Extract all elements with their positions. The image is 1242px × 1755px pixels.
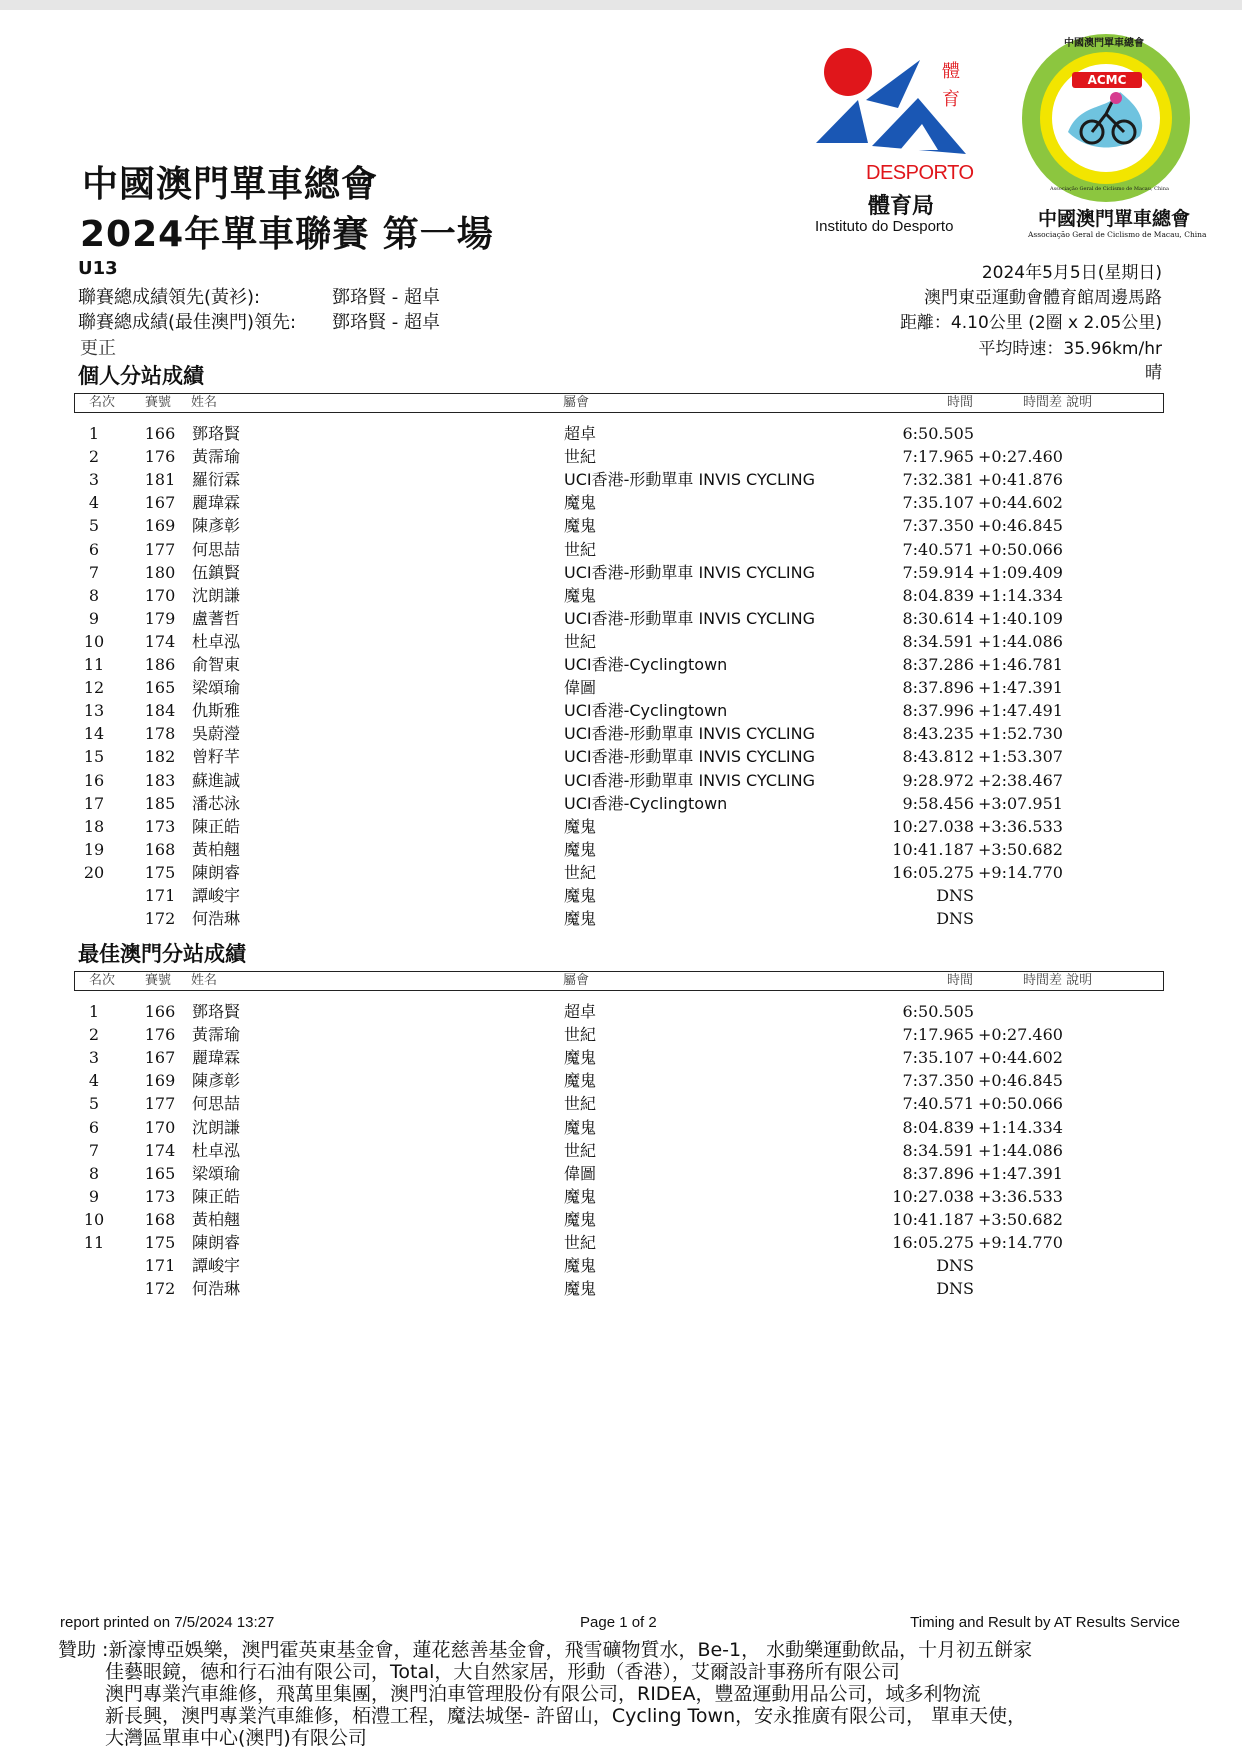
sponsor-line: 澳門專業汽車維修，飛萬里集團，澳門泊車管理股份有限公司，RIDEA，豐盈運動用品公司，域多利物流 xyxy=(105,1683,981,1705)
table-row xyxy=(74,1185,1164,1208)
col-name: 姓名 xyxy=(191,973,218,988)
gap-cell: +3:50.682 xyxy=(978,1209,1063,1229)
bib-cell: 168 xyxy=(144,1209,176,1229)
time-cell: 7:35.107 xyxy=(902,493,974,513)
gap-cell: +1:14.334 xyxy=(978,585,1063,605)
name-cell: 伍鎮賢 xyxy=(192,562,241,582)
table-row xyxy=(74,745,1164,768)
club-cell: 世紀 xyxy=(564,539,597,559)
time-cell: 7:35.107 xyxy=(902,1048,974,1068)
col-bib: 賽號 xyxy=(145,973,172,988)
table-row xyxy=(74,699,1164,722)
rank-cell: 10 xyxy=(83,631,105,651)
name-cell: 鄧珞賢 xyxy=(192,1002,241,1021)
time-cell: 6:50.505 xyxy=(902,424,974,443)
time-cell: 6:50.505 xyxy=(902,1002,974,1021)
name-cell: 陳彥彰 xyxy=(192,1071,241,1091)
time-cell: 8:04.839 xyxy=(902,1117,974,1137)
rank-cell: 7 xyxy=(88,562,100,582)
desporto-brand: DESPORTO xyxy=(866,162,974,184)
club-cell: UCI香港-形動單車 INVIS CYCLING xyxy=(564,724,816,744)
club-cell: 世紀 xyxy=(564,862,597,882)
bib-cell: 177 xyxy=(144,1094,176,1114)
sponsor-line: 贊助 :新濠博亞娛樂，澳門霍英東基金會，蓮花慈善基金會，飛雪礦物質水，Be-1， 水動樂運動飲品，十月初五餅家 xyxy=(58,1639,1033,1661)
name-cell: 梁頌瑜 xyxy=(192,678,241,698)
name-cell: 杜卓泓 xyxy=(192,1140,241,1160)
bib-cell: 172 xyxy=(144,909,176,929)
rank-cell: 8 xyxy=(88,585,100,605)
name-cell: 潘芯泳 xyxy=(192,793,241,813)
time-cell: 10:27.038 xyxy=(892,816,974,836)
table-row xyxy=(74,584,1164,607)
club-cell: 魔鬼 xyxy=(564,516,597,536)
acmc-ring-sub: Associação Geral de Ciclismo de Macau, China xyxy=(1050,186,1169,192)
club-cell: 魔鬼 xyxy=(564,816,597,836)
name-cell: 陳朗睿 xyxy=(192,862,241,882)
table-row xyxy=(74,1139,1164,1162)
gap-cell: +0:46.845 xyxy=(978,516,1063,536)
club-cell: 魔鬼 xyxy=(564,1186,597,1206)
table-row xyxy=(74,676,1164,699)
rank-cell: 11 xyxy=(83,1233,105,1252)
rank-cell: 4 xyxy=(88,493,100,513)
time-cell: 7:17.965 xyxy=(902,1025,974,1045)
rank-cell: 15 xyxy=(83,747,105,767)
table-row xyxy=(74,1277,1164,1300)
rank-cell: 19 xyxy=(83,839,105,859)
club-cell: UCI香港-形動單車 INVIS CYCLING xyxy=(564,608,816,628)
correction-note: 更正 xyxy=(80,338,116,359)
rank-cell: 2 xyxy=(88,447,100,467)
table-row xyxy=(74,1023,1164,1046)
table-row xyxy=(74,514,1164,537)
gap-cell: +1:47.391 xyxy=(978,1163,1063,1183)
club-cell: 魔鬼 xyxy=(564,1279,597,1299)
gap-cell: +9:14.770 xyxy=(978,862,1063,882)
col-name: 姓名 xyxy=(191,395,218,410)
club-cell: 魔鬼 xyxy=(564,1256,597,1276)
club-cell: UCI香港-Cyclingtown xyxy=(564,701,728,721)
gap-cell: +3:50.682 xyxy=(978,839,1063,859)
bib-cell: 174 xyxy=(144,631,176,651)
table-row xyxy=(74,861,1164,884)
name-cell: 何思喆 xyxy=(192,1094,241,1114)
col-rank: 名次 xyxy=(89,973,116,988)
bib-cell: 172 xyxy=(144,1279,176,1299)
time-cell: 8:04.839 xyxy=(902,585,974,605)
rank-cell: 8 xyxy=(88,1163,100,1183)
bib-cell: 175 xyxy=(144,1233,176,1252)
name-cell: 鄧珞賢 xyxy=(192,424,241,443)
leader-macau-value: 鄧珞賢 - 超卓 xyxy=(332,312,440,333)
bib-cell: 169 xyxy=(144,1071,176,1091)
club-cell: 超卓 xyxy=(564,424,597,443)
time-cell: 8:34.591 xyxy=(902,631,974,651)
table-header-macau xyxy=(74,971,1164,991)
col-gap: 時間差 說明 xyxy=(1023,973,1093,988)
table-row xyxy=(74,1069,1164,1092)
race-distance: 距離：4.10公里 (2圈 x 2.05公里) xyxy=(899,313,1162,333)
name-cell: 沈朗謙 xyxy=(192,585,241,605)
club-cell: UCI香港-Cyclingtown xyxy=(564,655,728,674)
acmc-caption-cn: 中國澳門單車總會 xyxy=(1037,208,1190,230)
table-row xyxy=(74,1092,1164,1115)
desporto-cn-name: 體育局 xyxy=(867,194,934,219)
acmc-emblem-icon xyxy=(1020,32,1192,204)
club-cell: 偉圖 xyxy=(564,1163,597,1183)
gap-cell: +1:40.109 xyxy=(978,608,1063,628)
rank-cell: 20 xyxy=(83,862,105,882)
rank-cell: 14 xyxy=(83,724,105,744)
name-cell: 羅衍霖 xyxy=(192,470,241,490)
bib-cell: 179 xyxy=(144,608,176,628)
table-row xyxy=(74,445,1164,468)
name-cell: 黃霈瑜 xyxy=(192,447,241,467)
bib-cell: 182 xyxy=(144,747,176,767)
rank-cell: 6 xyxy=(88,1117,100,1137)
gap-cell: +0:44.602 xyxy=(978,1048,1063,1068)
section-macau-title: 最佳澳門分站成績 xyxy=(78,942,246,966)
category-label: U13 xyxy=(78,258,118,279)
club-cell: 魔鬼 xyxy=(564,585,597,605)
gap-cell: +1:44.086 xyxy=(978,1140,1063,1160)
rank-cell: 5 xyxy=(88,1094,100,1114)
club-cell: 世紀 xyxy=(564,1094,597,1114)
club-cell: 魔鬼 xyxy=(564,1117,597,1137)
time-cell: 8:43.812 xyxy=(902,747,974,767)
name-cell: 黃柏翹 xyxy=(192,1209,241,1229)
name-cell: 陳正皓 xyxy=(192,816,241,836)
time-cell: 10:41.187 xyxy=(892,839,974,859)
gap-cell: +0:41.876 xyxy=(978,470,1063,490)
bib-cell: 177 xyxy=(144,539,176,559)
timing-credit: Timing and Result by AT Results Service xyxy=(910,1614,1180,1631)
club-cell: 超卓 xyxy=(564,1002,597,1021)
name-cell: 吳蔚瀅 xyxy=(192,724,241,744)
gap-cell: +0:27.460 xyxy=(978,447,1063,467)
time-cell: 9:58.456 xyxy=(902,793,974,813)
rank-cell: 7 xyxy=(88,1140,100,1160)
sponsor-line: 新長興，澳門專業汽車維修，栢澧工程，魔法城堡- 許留山，Cycling Town，安永推廣有限公司， 單車天使， xyxy=(105,1705,1027,1727)
bib-cell: 180 xyxy=(144,562,176,582)
bib-cell: 174 xyxy=(144,1140,176,1160)
rank-cell: 13 xyxy=(83,701,105,721)
time-cell: 8:37.896 xyxy=(902,678,974,698)
name-cell: 黃霈瑜 xyxy=(192,1025,241,1045)
table-row xyxy=(74,815,1164,838)
club-cell: 魔鬼 xyxy=(564,886,597,905)
club-cell: UCI香港-形動單車 INVIS CYCLING xyxy=(564,747,816,767)
bib-cell: 173 xyxy=(144,816,176,836)
table-row xyxy=(74,838,1164,861)
table-row xyxy=(74,491,1164,514)
top-shade xyxy=(0,0,1242,10)
time-cell: 10:41.187 xyxy=(892,1209,974,1229)
table-row xyxy=(74,422,1164,445)
rank-cell: 9 xyxy=(88,608,100,628)
bib-cell: 183 xyxy=(144,770,176,790)
club-cell: 世紀 xyxy=(564,1140,597,1160)
table-row xyxy=(74,1162,1164,1185)
club-cell: UCI香港-形動單車 INVIS CYCLING xyxy=(564,562,816,582)
bib-cell: 167 xyxy=(144,493,176,513)
time-cell: 16:05.275 xyxy=(892,1233,974,1252)
gap-cell: +1:46.781 xyxy=(978,655,1063,674)
time-cell: 10:27.038 xyxy=(892,1186,974,1206)
bib-cell: 178 xyxy=(144,724,176,744)
gap-cell: +0:50.066 xyxy=(978,539,1063,559)
bib-cell: 170 xyxy=(144,585,176,605)
name-cell: 何浩琳 xyxy=(192,909,241,929)
club-cell: 世紀 xyxy=(564,447,597,467)
section-individual-title: 個人分站成績 xyxy=(78,364,204,388)
club-cell: 偉圖 xyxy=(564,678,597,698)
acmc-caption-pt: Associação Geral de Ciclismo de Macau, China xyxy=(1028,230,1207,239)
table-row xyxy=(74,1208,1164,1231)
acmc-ring-text: 中國澳門單車總會 xyxy=(1064,38,1144,49)
desporto-pt-name: Instituto do Desporto xyxy=(815,218,954,235)
name-cell: 黃柏翹 xyxy=(192,839,241,859)
club-cell: UCI香港-Cyclingtown xyxy=(564,793,728,813)
leader-yellow-label: 聯賽總成績領先(黃衫): xyxy=(78,287,261,308)
gap-cell: +1:09.409 xyxy=(978,562,1063,582)
gap-cell: +3:36.533 xyxy=(978,1186,1063,1206)
name-cell: 陳朗睿 xyxy=(192,1233,241,1252)
page-title-line1: 中國澳門單車總會 xyxy=(82,164,379,205)
club-cell: 魔鬼 xyxy=(564,839,597,859)
time-cell: 8:37.896 xyxy=(902,1163,974,1183)
table-row xyxy=(74,538,1164,561)
time-cell: 7:32.381 xyxy=(902,470,974,490)
rank-cell: 11 xyxy=(83,655,105,674)
bib-cell: 175 xyxy=(144,862,176,882)
table-row xyxy=(74,653,1164,676)
name-cell: 蘇進誠 xyxy=(192,770,241,790)
printed-timestamp: report printed on 7/5/2024 13:27 xyxy=(60,1614,275,1631)
time-cell: DNS xyxy=(936,1256,974,1276)
leader-macau-label: 聯賽總成績(最佳澳門)領先: xyxy=(78,312,297,333)
gap-cell: +9:14.770 xyxy=(978,1233,1063,1252)
gap-cell: +1:44.086 xyxy=(978,631,1063,651)
average-speed: 平均時速：35.96km/hr xyxy=(978,339,1162,359)
table-row xyxy=(74,607,1164,630)
name-cell: 陳彥彰 xyxy=(192,516,241,536)
gap-cell: +2:38.467 xyxy=(978,770,1063,790)
rank-cell: 2 xyxy=(88,1025,100,1045)
gap-cell: +1:47.491 xyxy=(978,701,1063,721)
table-row xyxy=(74,630,1164,653)
time-cell: 9:28.972 xyxy=(902,770,974,790)
gap-cell: +1:53.307 xyxy=(978,747,1063,767)
club-cell: 魔鬼 xyxy=(564,1071,597,1091)
club-cell: 魔鬼 xyxy=(564,1209,597,1229)
bib-cell: 173 xyxy=(144,1186,176,1206)
gap-cell: +0:44.602 xyxy=(978,493,1063,513)
rank-cell: 3 xyxy=(88,1048,100,1068)
name-cell: 杜卓泓 xyxy=(192,631,241,651)
club-cell: 世紀 xyxy=(564,631,597,651)
bib-cell: 168 xyxy=(144,839,176,859)
rank-cell: 4 xyxy=(88,1071,100,1091)
bib-cell: 169 xyxy=(144,516,176,536)
club-cell: 魔鬼 xyxy=(564,493,597,513)
race-date: 2024年5月5日(星期日) xyxy=(981,263,1162,283)
table-row xyxy=(74,722,1164,745)
bib-cell: 171 xyxy=(144,886,176,905)
name-cell: 麗瑋霖 xyxy=(192,1048,241,1068)
gap-cell: +1:52.730 xyxy=(978,724,1063,744)
rank-cell: 3 xyxy=(88,470,100,490)
name-cell: 麗瑋霖 xyxy=(192,493,241,513)
time-cell: 7:40.571 xyxy=(902,539,974,559)
page-indicator: Page 1 of 2 xyxy=(580,1614,657,1631)
name-cell: 譚峻宇 xyxy=(192,1256,241,1276)
table-row xyxy=(74,907,1164,930)
col-rank: 名次 xyxy=(89,395,116,410)
table-row xyxy=(74,1116,1164,1139)
time-cell: 8:30.614 xyxy=(902,608,974,628)
table-header-individual xyxy=(74,393,1164,413)
rank-cell: 17 xyxy=(83,793,105,813)
gap-cell: +3:36.533 xyxy=(978,816,1063,836)
sponsor-line: 佳藝眼鏡，德和行石油有限公司，Total，大自然家居，形動（香港），艾爾設計事務所有限公司 xyxy=(105,1661,900,1683)
bib-cell: 167 xyxy=(144,1048,176,1068)
name-cell: 何思喆 xyxy=(192,539,241,559)
table-row xyxy=(74,1231,1164,1254)
time-cell: 7:37.350 xyxy=(902,1071,974,1091)
bib-cell: 181 xyxy=(144,470,176,490)
club-cell: 魔鬼 xyxy=(564,909,597,929)
weather: 晴 xyxy=(1145,363,1162,383)
bib-cell: 176 xyxy=(144,1025,176,1045)
name-cell: 譚峻宇 xyxy=(192,886,241,905)
bib-cell: 170 xyxy=(144,1117,176,1137)
table-row xyxy=(74,1000,1164,1023)
gap-cell: +0:46.845 xyxy=(978,1071,1063,1091)
time-cell: 7:40.571 xyxy=(902,1094,974,1114)
bib-cell: 171 xyxy=(144,1256,176,1276)
desporto-vertical-text: 體育 xyxy=(942,61,960,110)
name-cell: 梁頌瑜 xyxy=(192,1163,241,1183)
bib-cell: 185 xyxy=(144,793,176,813)
rank-cell: 9 xyxy=(88,1186,100,1206)
gap-cell: +0:50.066 xyxy=(978,1094,1063,1114)
col-time: 時間 xyxy=(947,395,974,410)
time-cell: 16:05.275 xyxy=(892,862,974,882)
time-cell: 7:37.350 xyxy=(902,516,974,536)
time-cell: 8:34.591 xyxy=(902,1140,974,1160)
rank-cell: 1 xyxy=(88,1002,100,1021)
table-row xyxy=(74,769,1164,792)
gap-cell: +3:07.951 xyxy=(978,793,1063,813)
sponsor-line: 大灣區單車中心(澳門)有限公司 xyxy=(105,1727,367,1749)
rank-cell: 5 xyxy=(88,516,100,536)
bib-cell: 166 xyxy=(144,424,176,443)
time-cell: 8:37.996 xyxy=(902,701,974,721)
col-time: 時間 xyxy=(947,973,974,988)
name-cell: 仇斯雅 xyxy=(192,701,241,721)
time-cell: 7:17.965 xyxy=(902,447,974,467)
bib-cell: 165 xyxy=(144,1163,176,1183)
bib-cell: 184 xyxy=(144,701,176,721)
gap-cell: +1:47.391 xyxy=(978,678,1063,698)
acmc-acronym: ACMC xyxy=(1087,73,1127,87)
col-club: 屬會 xyxy=(563,973,590,988)
desporto-logo xyxy=(810,38,985,238)
rank-cell: 1 xyxy=(88,424,100,443)
club-cell: 世紀 xyxy=(564,1233,597,1252)
col-bib: 賽號 xyxy=(145,395,172,410)
leader-yellow-value: 鄧珞賢 - 超卓 xyxy=(332,287,440,308)
bib-cell: 186 xyxy=(144,655,176,674)
table-row xyxy=(74,1046,1164,1069)
club-cell: 魔鬼 xyxy=(564,1048,597,1068)
rank-cell: 16 xyxy=(83,770,105,790)
col-club: 屬會 xyxy=(563,395,590,410)
club-cell: UCI香港-形動單車 INVIS CYCLING xyxy=(564,770,816,790)
col-gap: 時間差 說明 xyxy=(1023,395,1093,410)
bib-cell: 176 xyxy=(144,447,176,467)
name-cell: 何浩琳 xyxy=(192,1279,241,1299)
club-cell: UCI香港-形動單車 INVIS CYCLING xyxy=(564,470,816,490)
name-cell: 俞智東 xyxy=(192,655,241,674)
time-cell: 8:43.235 xyxy=(902,724,974,744)
table-row xyxy=(74,1254,1164,1277)
time-cell: 8:37.286 xyxy=(902,655,974,674)
time-cell: 7:59.914 xyxy=(902,562,974,582)
time-cell: DNS xyxy=(936,1279,974,1299)
name-cell: 沈朗謙 xyxy=(192,1117,241,1137)
time-cell: DNS xyxy=(936,886,974,905)
rank-cell: 18 xyxy=(83,816,105,836)
rank-cell: 12 xyxy=(83,678,105,698)
page-title-line2: 2024年單車聯賽 第一場 xyxy=(80,214,494,255)
race-venue: 澳門東亞運動會體育館周邊馬路 xyxy=(924,288,1162,308)
acmc-logo xyxy=(1020,32,1220,242)
gap-cell: +1:14.334 xyxy=(978,1117,1063,1137)
name-cell: 盧蓍哲 xyxy=(192,608,241,628)
table-row xyxy=(74,792,1164,815)
gap-cell: +0:27.460 xyxy=(978,1025,1063,1045)
rank-cell: 6 xyxy=(88,539,100,559)
bib-cell: 165 xyxy=(144,678,176,698)
table-row xyxy=(74,561,1164,584)
table-row xyxy=(74,884,1164,907)
time-cell: DNS xyxy=(936,909,974,929)
table-row xyxy=(74,468,1164,491)
name-cell: 陳正皓 xyxy=(192,1186,241,1206)
rank-cell: 10 xyxy=(83,1209,105,1229)
name-cell: 曾籽芊 xyxy=(192,747,241,767)
bib-cell: 166 xyxy=(144,1002,176,1021)
club-cell: 世紀 xyxy=(564,1025,597,1045)
